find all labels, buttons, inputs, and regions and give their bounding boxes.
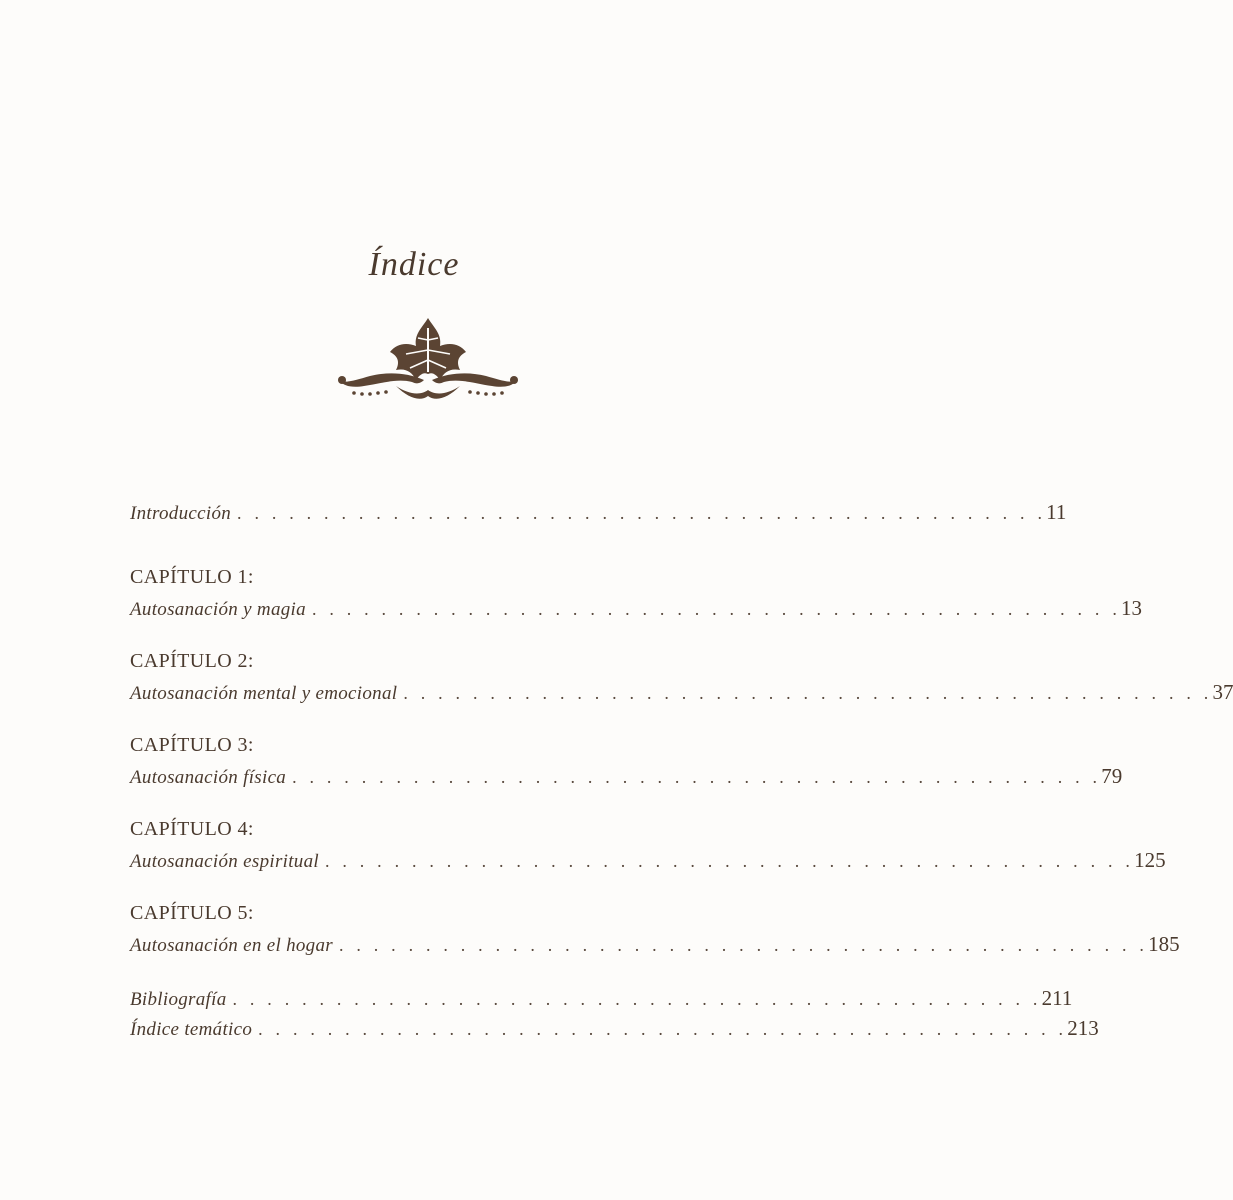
chapter-heading: CAPÍTULO 2: <box>130 650 254 672</box>
toc-entry-label: Bibliografía <box>130 989 227 1010</box>
dot-leader: . . . . . . . . . . . . . . . . . . . . . . . . . . . . . . . . . . . . . . . . . . . . . . . <box>237 503 1047 523</box>
toc-entry-page: 213 <box>1067 1016 1099 1040</box>
toc-entry-introduccion[interactable] <box>130 500 1067 530</box>
toc-entry-label: Autosanación espiritual <box>130 851 319 872</box>
toc-entry-page: 185 <box>1148 932 1180 956</box>
toc-entry-page: 11 <box>1046 500 1067 524</box>
toc-entry-label: Índice temático <box>130 1019 253 1040</box>
toc-entry-page: 13 <box>1121 596 1143 620</box>
toc-entry-label: Autosanación física <box>130 767 287 788</box>
toc-entry-page: 125 <box>1134 848 1166 872</box>
chapter-heading: CAPÍTULO 3: <box>130 734 254 756</box>
toc-chapter-2[interactable] <box>130 650 1233 708</box>
dot-leader: . . . . . . . . . . . . . . . . . . . . . . . . . . . . . . . . . . . . . . . . . . . . . . . <box>258 1019 1068 1039</box>
toc-entry-label: Autosanación mental y emocional <box>130 683 398 704</box>
page-title: Índice <box>368 246 460 283</box>
toc-entry-label: Introducción <box>130 503 232 524</box>
toc-chapter-1[interactable] <box>130 566 1143 624</box>
toc-entry-label: Autosanación y magia <box>130 599 306 620</box>
dot-leader: . . . . . . . . . . . . . . . . . . . . . . . . . . . . . . . . . . . . . . . . . . . . . . . <box>292 767 1102 787</box>
chapter-heading: CAPÍTULO 4: <box>130 818 254 840</box>
toc-chapter-4[interactable] <box>130 818 1166 876</box>
toc-entry-page: 79 <box>1101 764 1123 788</box>
dot-leader: . . . . . . . . . . . . . . . . . . . . . . . . . . . . . . . . . . . . . . . . . . . . . . . <box>403 683 1213 703</box>
dot-leader: . . . . . . . . . . . . . . . . . . . . . . . . . . . . . . . . . . . . . . . . . . . . . . . <box>338 935 1149 955</box>
floral-leaf-ornament-icon <box>336 314 520 406</box>
dot-leader: . . . . . . . . . . . . . . . . . . . . . . . . . . . . . . . . . . . . . . . . . . . . . . . <box>232 989 1042 1009</box>
toc-entry-page: 211 <box>1041 986 1073 1010</box>
toc-entry-page: 37 <box>1212 680 1233 704</box>
toc-entry-bibliografia[interactable] <box>130 986 1073 1016</box>
table-of-contents <box>130 500 1233 1046</box>
toc-chapter-3[interactable] <box>130 734 1123 792</box>
dot-leader: . . . . . . . . . . . . . . . . . . . . . . . . . . . . . . . . . . . . . . . . . . . . . . . <box>324 851 1135 871</box>
toc-entry-indice-tematico[interactable] <box>130 1016 1099 1046</box>
toc-back-matter <box>130 986 1099 1046</box>
chapter-heading: CAPÍTULO 5: <box>130 902 254 924</box>
toc-chapter-5[interactable] <box>130 902 1180 960</box>
dot-leader: . . . . . . . . . . . . . . . . . . . . . . . . . . . . . . . . . . . . . . . . . . . . . . . <box>311 599 1122 619</box>
chapter-heading: CAPÍTULO 1: <box>130 566 254 588</box>
toc-entry-label: Autosanación en el hogar <box>130 935 333 956</box>
